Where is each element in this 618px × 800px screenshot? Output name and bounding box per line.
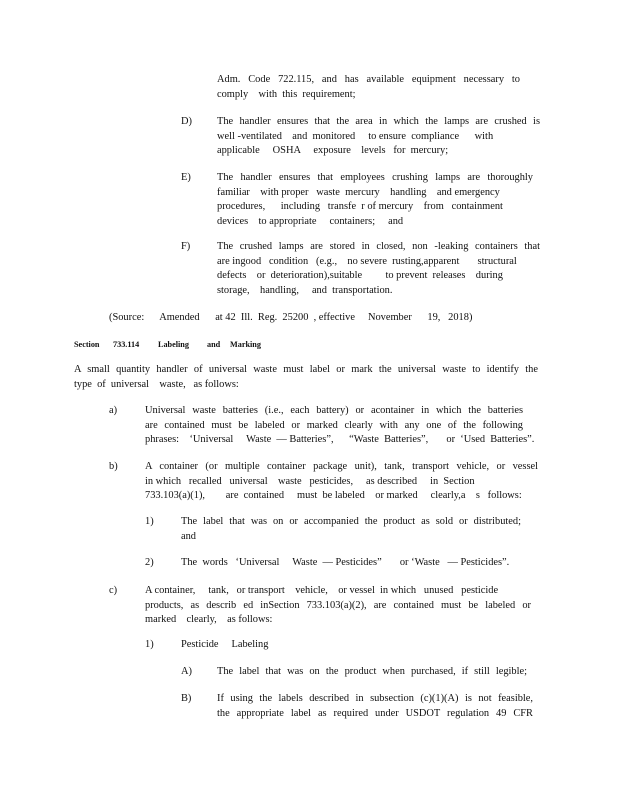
item-label-b: b) <box>109 461 118 472</box>
text-line: Adm. Code 722.115, and has available equipment necessary to <box>217 74 520 85</box>
source-note <box>109 311 472 326</box>
text-line: procedures, including transfe r of mercury from containment <box>217 201 503 213</box>
text-line: comply with this requirement; <box>217 88 356 100</box>
text-line: the appropriate label as required under USDOT regulation 49 CFR <box>217 707 533 719</box>
text-line: and <box>181 530 197 542</box>
text-line: The words ‘Universal Waste — Pesticides” or ‘Waste — Pesticides”. <box>181 557 510 568</box>
text-line: applicable OSHA exposure levels for mercury; <box>217 145 449 157</box>
section-number: 733.114 <box>113 340 140 349</box>
text-line: are contained must be labeled or marked clearly with any one of the following <box>145 419 523 431</box>
text-line: The label that was on the product when purchased, if still legible; <box>217 666 527 677</box>
item-label-E: E) <box>181 172 191 183</box>
item-label-a: a) <box>109 405 118 416</box>
text-line: storage, handling, and transportation. <box>217 284 393 296</box>
text-line: are ingood condition (e.g., no severe rusting,apparent structural <box>217 255 517 267</box>
text-line: 733.103(a)(1), are contained must be labeled or marked clearly,a s follows: <box>145 490 522 502</box>
text-line: well -ventilated and monitored to ensure compliance with <box>217 130 494 142</box>
text-line: in which recalled universal waste pesticides, as described in Section <box>145 475 475 487</box>
section-title-word: Labeling <box>158 340 189 349</box>
item-label-c: c) <box>109 585 118 596</box>
text-line: The crushed lamps are stored in closed, non -leaking containers that <box>217 241 540 252</box>
paragraph-continuation <box>217 73 520 102</box>
text-line: marked clearly, as follows: <box>145 614 273 626</box>
text-line: defects or deterioration),suitable to prevent releases during <box>217 270 503 282</box>
item-E-text <box>217 171 533 229</box>
intro-paragraph <box>74 363 538 392</box>
item-F-text <box>217 240 540 298</box>
text-line: The label that was on or accompanied the product as sold or distributed; <box>181 516 521 527</box>
text-line: A container, tank, or transport vehicle, or vessel in which unused pesticide <box>145 585 499 596</box>
item-D-text <box>217 115 540 159</box>
item-label-D: D) <box>181 116 192 127</box>
item-b1-text <box>181 515 521 544</box>
item-label-c1B: B) <box>181 693 192 704</box>
item-label-b2: 2) <box>145 557 154 568</box>
item-c-text <box>145 584 531 628</box>
text-line: A container (or multiple container package unit), tank, transport vehicle, or vessel <box>145 461 538 472</box>
text-line: A small quantity handler of universal waste must label or mark the universal waste to identify the <box>74 364 538 375</box>
item-c1A-text <box>217 665 527 680</box>
item-b2-text <box>181 556 509 571</box>
text-line: familiar with proper waste mercury handling and emergency <box>217 186 500 198</box>
item-a-text <box>145 404 535 448</box>
text-line: devices to appropriate containers; and <box>217 215 404 227</box>
text-line: Universal waste batteries (i.e., each battery) or acontainer in which the batteries <box>145 405 523 416</box>
text-line: products, as describ ed inSection 733.103(a)(2), are contained must be labeled or <box>145 599 531 611</box>
text-line: The handler ensures that employees crushing lamps are thoroughly <box>217 172 533 183</box>
item-label-c1: 1) <box>145 639 154 650</box>
item-label-c1A: A) <box>181 666 192 677</box>
item-c1-text <box>181 638 268 653</box>
section-title-word: Marking <box>230 340 261 349</box>
text-line: Pesticide Labeling <box>181 639 269 650</box>
section-title-word: and <box>207 340 221 349</box>
item-label-F: F) <box>181 241 191 252</box>
item-c1B-text <box>217 692 533 721</box>
text-line: If using the labels described in subsection (c)(1)(A) is not feasible, <box>217 693 533 704</box>
item-b-text <box>145 460 538 504</box>
section-label: Section <box>74 340 100 349</box>
text-line: (Source: Amended at 42 Ill. Reg. 25200 , effective November 19, 2018) <box>109 312 473 323</box>
text-line: type of universal waste, as follows: <box>74 378 239 390</box>
text-line: The handler ensures that the area in which the lamps are crushed is <box>217 116 540 127</box>
item-label-b1: 1) <box>145 516 154 527</box>
text-line: phrases: ‘Universal Waste — Batteries”, “Waste Batteries”, or ‘Used Batteries”. <box>145 434 535 446</box>
